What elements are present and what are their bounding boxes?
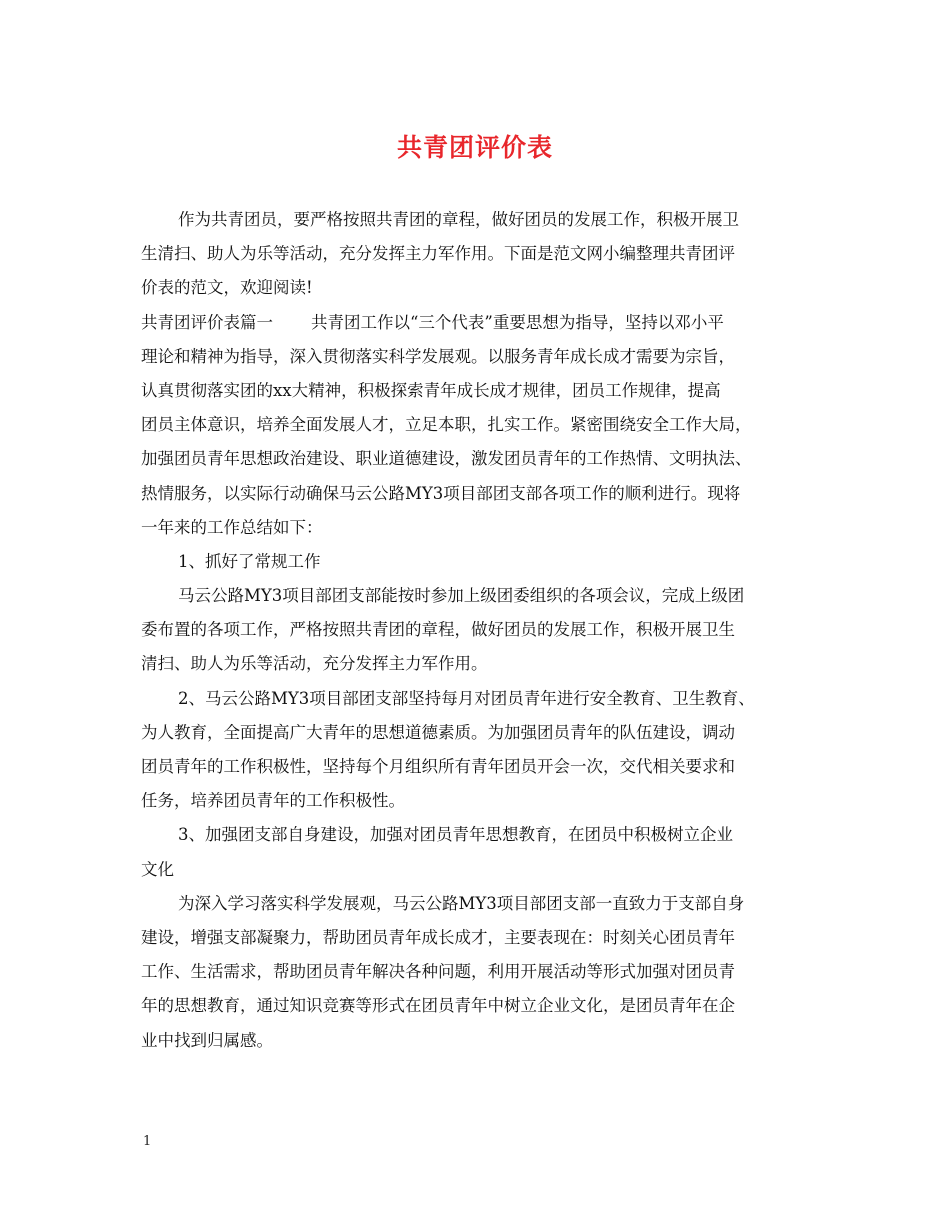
body-line: 生清扫、助人为乐等活动，充分发挥主力军作用。下面是范文网小编整理共青团评 [141, 244, 735, 264]
body-line: 清扫、助人为乐等活动，充分发挥主力军作用。 [141, 654, 488, 674]
body-line: 2、马云公路MY3项目部团支部坚持每月对团员青年进行安全教育、卫生教育、 [178, 688, 755, 708]
body-line: 加强团员青年思想政治建设、职业道德建设，激发团员青年的工作热情、文明执法、 [141, 449, 752, 469]
body-line: 马云公路MY3项目部团支部能按时参加上级团委组织的各项会议，完成上级团 [178, 586, 745, 606]
document-title: 共青团评价表 [396, 133, 553, 162]
body-line-section-heading [141, 306, 813, 340]
body-line: 一年来的工作总结如下： [141, 517, 323, 537]
body-line: 为人教育，全面提高广大青年的思想道德素质。为加强团员青年的队伍建设，调动 [141, 722, 735, 742]
body-line: 团员主体意识，培养全面发展人才，立足本职，扎实工作。紧密围绕安全工作大局， [141, 415, 752, 435]
body-line: 价表的范文，欢迎阅读! [141, 278, 313, 298]
body-line: 1、抓好了常规工作 [178, 551, 321, 571]
body-line: 为深入学习落实科学发展观，马云公路MY3项目部团支部一直致力于支部自身 [178, 893, 745, 913]
section-intro-text: 共青团工作以“三个代表”重要思想为指导，坚持以邓小平 [311, 312, 724, 332]
body-line: 工作、生活需求，帮助团员青年解决各种问题，利用开展活动等形式加强对团员青 [141, 962, 735, 982]
body-line: 业中找到归属感。 [141, 1030, 273, 1050]
body-line: 团员青年的工作积极性，坚持每个月组织所有青年团员开会一次，交代相关要求和 [141, 757, 735, 776]
body-line: 理论和精神为指导，深入贯彻落实科学发展观。以服务青年成长成才需要为宗旨， [141, 346, 735, 366]
body-line: 建设，增强支部凝聚力，帮助团员青年成长成才，主要表现在：时刻关心团员青年 [141, 927, 735, 947]
body-line: 任务，培养团员青年的工作积极性。 [141, 791, 405, 811]
body-line: 热情服务，以实际行动确保马云公路MY3项目部团支部各项工作的顺利进行。现将 [141, 483, 741, 503]
body-line: 作为共青团员，要严格按照共青团的章程，做好团员的发展工作，积极开展卫 [178, 210, 739, 229]
body-line: 委布置的各项工作，严格按照共青团的章程，做好团员的发展工作，积极开展卫生 [141, 620, 735, 640]
document-body [141, 203, 813, 1058]
body-line: 3、加强团支部自身建设，加强对团员青年思想教育，在团员中积极树立企业 [178, 825, 733, 845]
body-line: 文化 [141, 859, 174, 879]
section-heading: 共青团评价表篇一 [141, 312, 273, 332]
body-line: 年的思想教育，通过知识竞赛等形式在团员青年中树立企业文化，是团员青年在企 [141, 996, 735, 1016]
body-line: 认真贯彻落实团的xx大精神，积极探索青年成长成才规律，团员工作规律，提高 [141, 380, 721, 400]
page-number: 1 [143, 1134, 152, 1149]
